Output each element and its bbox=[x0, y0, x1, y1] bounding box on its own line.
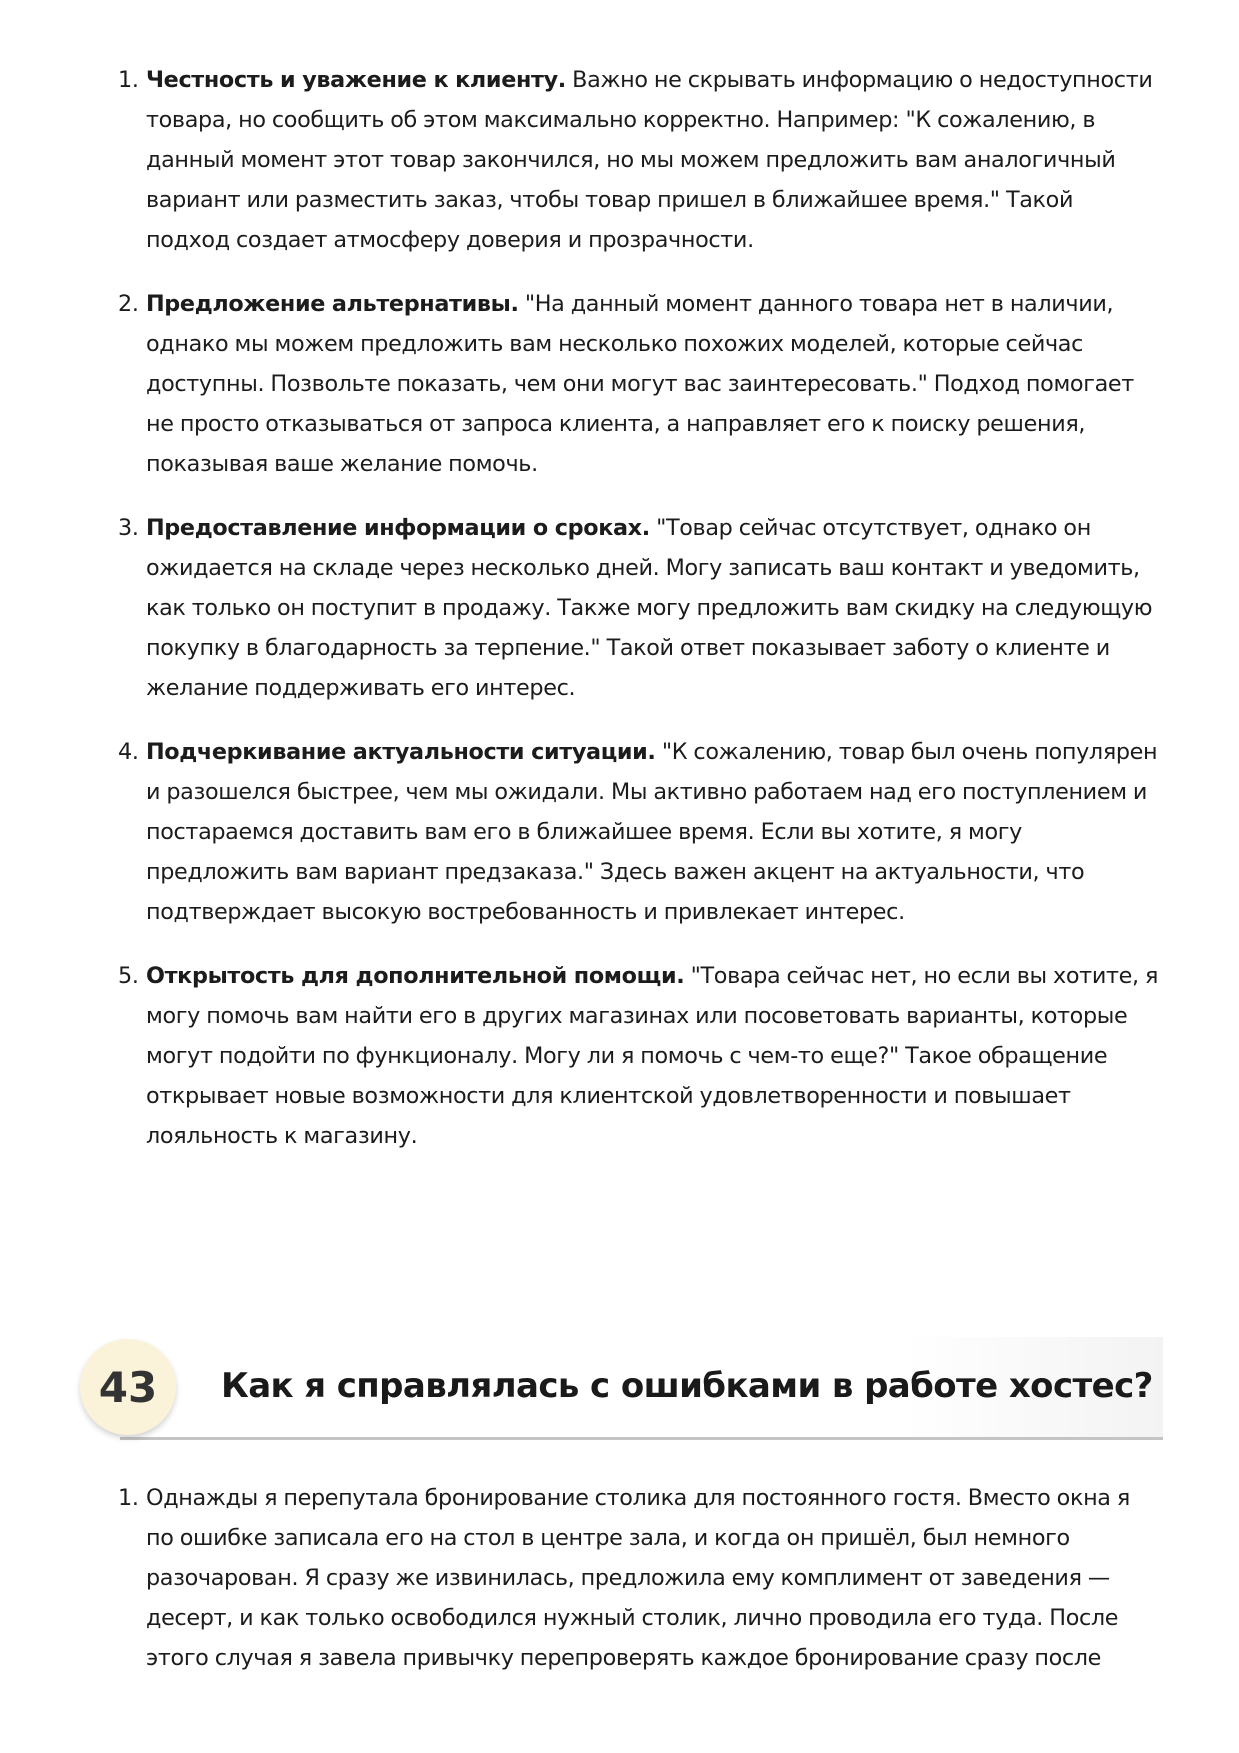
list-number: 2. bbox=[118, 291, 139, 317]
list-item-lead: Открытость для дополнительной помощи. bbox=[146, 963, 685, 989]
text-line: ожидается на складе через несколько дней. Могу записать ваш контакт и уведомить, bbox=[146, 555, 1140, 581]
text-line: по ошибке записала его на стол в центре зала, и когда он пришёл, был немного bbox=[146, 1525, 1070, 1551]
list-item-text bbox=[146, 60, 1166, 260]
text-line: лояльность к магазину. bbox=[146, 1123, 418, 1149]
text-line: как только он поступит в продажу. Также могу предложить вам скидку на следующую bbox=[146, 595, 1153, 621]
list-item-text bbox=[146, 284, 1166, 484]
text-line: покупку в благодарность за терпение." Такой ответ показывает заботу о клиенте и bbox=[146, 635, 1110, 661]
text-line: данный момент этот товар закончился, но мы можем предложить вам аналогичный bbox=[146, 147, 1116, 173]
list-number: 3. bbox=[118, 515, 139, 541]
text-line: "К сожалению, товар был очень популярен bbox=[661, 739, 1158, 765]
text-line: Однажды я перепутала бронирование столика для постоянного гостя. Вместо окна я bbox=[146, 1485, 1130, 1511]
list-number: 4. bbox=[118, 739, 139, 765]
list-item-text bbox=[146, 956, 1166, 1156]
text-line: не просто отказываться от запроса клиента, а направляет его к поиску решения, bbox=[146, 411, 1086, 437]
list-item-lead: Подчеркивание актуальности ситуации. bbox=[146, 739, 656, 765]
text-line: Важно не скрывать информацию о недоступности bbox=[572, 67, 1153, 93]
text-line: товара, но сообщить об этом максимально корректно. Например: "К сожалению, в bbox=[146, 107, 1096, 133]
text-line: могу помочь вам найти его в других магазинах или посоветовать варианты, которые bbox=[146, 1003, 1128, 1029]
text-line: десерт, и как только освободился нужный столик, лично проводила его туда. После bbox=[146, 1605, 1119, 1631]
text-line: разочарован. Я сразу же извинилась, предложила ему комплимент от заведения — bbox=[146, 1565, 1110, 1591]
text-line: подтверждает высокую востребованность и привлекает интерес. bbox=[146, 899, 905, 925]
text-line: вариант или разместить заказ, чтобы товар пришел в ближайшее время." Такой bbox=[146, 187, 1074, 213]
text-line: предложить вам вариант предзаказа." Здесь важен акцент на актуальности, что bbox=[146, 859, 1085, 885]
text-line: этого случая я завела привычку перепроверять каждое бронирование сразу после bbox=[146, 1645, 1102, 1671]
text-line: могут подойти по функционалу. Могу ли я помочь с чем-то еще?" Такое обращение bbox=[146, 1043, 1108, 1069]
text-line: "Товар сейчас отсутствует, однако он bbox=[656, 515, 1091, 541]
list-number: 1. bbox=[118, 1485, 139, 1511]
section-header bbox=[80, 1337, 1163, 1437]
text-line: и разошелся быстрее, чем мы ожидали. Мы активно работаем над его поступлением и bbox=[146, 779, 1148, 805]
text-line: "На данный момент данного товара нет в наличии, bbox=[524, 291, 1114, 317]
list-item-text bbox=[146, 1478, 1166, 1678]
list-item-lead: Предложение альтернативы. bbox=[146, 291, 519, 317]
list-item-lead: Предоставление информации о сроках. bbox=[146, 515, 650, 541]
section-number-badge: 43 bbox=[80, 1339, 176, 1435]
text-line: подход создает атмосферу доверия и прозрачности. bbox=[146, 227, 754, 253]
list-item-text bbox=[146, 508, 1166, 708]
text-line: доступны. Позвольте показать, чем они могут вас заинтересовать." Подход помогает bbox=[146, 371, 1134, 397]
section-title: Как я справлялась с ошибками в работе хостес? bbox=[221, 1366, 1153, 1406]
list-item-lead: Честность и уважение к клиенту. bbox=[146, 67, 566, 93]
text-line: постараемся доставить вам его в ближайшее время. Если вы хотите, я могу bbox=[146, 819, 1022, 845]
text-line: "Товара сейчас нет, но если вы хотите, я bbox=[690, 963, 1159, 989]
text-line: однако мы можем предложить вам несколько похожих моделей, которые сейчас bbox=[146, 331, 1084, 357]
list-item-text bbox=[146, 732, 1166, 932]
list-number: 5. bbox=[118, 963, 139, 989]
text-line: желание поддерживать его интерес. bbox=[146, 675, 576, 701]
list-number: 1. bbox=[118, 67, 139, 93]
text-line: открывает новые возможности для клиентской удовлетворенности и повышает bbox=[146, 1083, 1071, 1109]
text-line: показывая ваше желание помочь. bbox=[146, 451, 538, 477]
